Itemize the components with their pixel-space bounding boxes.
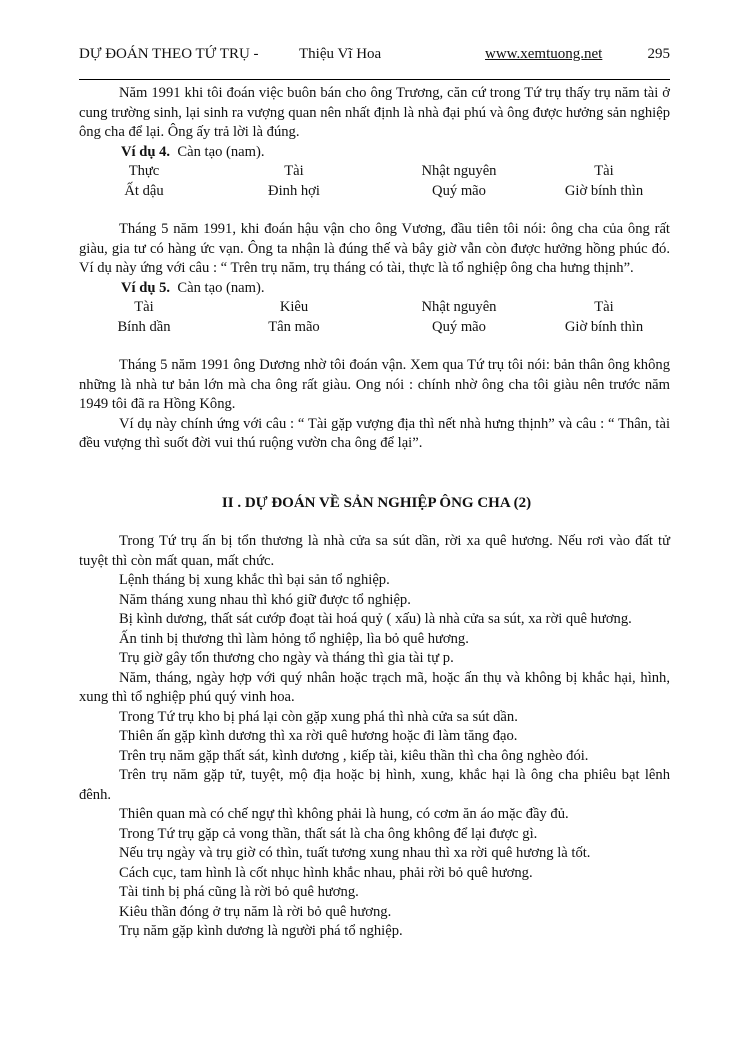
example-5-title [121, 279, 670, 299]
section-paragraph: Trụ năm gặp kình dương là người phá tổ nghiệp. [119, 923, 403, 939]
page-header [79, 44, 670, 68]
example-5-paragraph: Tháng 5 năm 1991 ông Dương nhờ tôi đoán vận. Xem qua Tứ trụ tôi nói: bản thân ông không những là nhà tư bản lớn mà cha ông rất giàu. Ong nói : chính nhờ ông cha tôi giàu nên trước năm 1949 tôi đã ra Hồng Kông. [79, 357, 670, 412]
example-5-cell: Giờ bính thìn [564, 318, 644, 335]
header-title: DỰ ĐOÁN THEO TỨ TRỤ - [79, 46, 259, 62]
section-paragraphs [79, 532, 670, 942]
example-5-label: Ví dụ 5. [121, 279, 171, 296]
page-number: 295 [647, 46, 670, 62]
example-4-label: Ví dụ 4. [121, 143, 171, 160]
section-paragraph: Trên trụ năm gặp thất sát, kình dương , kiếp tài, kiêu thần thì cha ông nghèo đói. [119, 747, 589, 764]
example-4-cell: Quý mão [432, 182, 486, 199]
example-4-cell: Tài [284, 163, 304, 179]
example-4-cell: Thực [128, 163, 160, 179]
example-5-cell: Tân mão [268, 318, 320, 335]
example-4-title [121, 143, 670, 163]
example-5-cell: Tài [134, 299, 154, 315]
example-5-cell: Bính dần [117, 318, 171, 335]
example-5-chart [79, 298, 670, 337]
example-4-cell: Nhật nguyên [421, 163, 497, 179]
section-paragraph: Kiêu thần đóng ở trụ năm là rời bỏ quê hương. [119, 903, 392, 920]
example-4-cell: Đinh hợi [268, 182, 320, 199]
section-paragraph: Thiên ấn gặp kình dương thì xa rời quê hương hoặc đi làm tăng đạo. [119, 728, 518, 744]
example-4-cell: Ất dậu [124, 182, 164, 199]
example-5-cell: Quý mão [432, 318, 486, 335]
intro-paragraph: Năm 1991 khi tôi đoán việc buôn bán cho ông Trương, căn cứ trong Tứ trụ thấy trụ năm tài ở cung trường sinh, lại sinh ra vượng quan nên nhất định là nhà đại phú và ông được hưởng sản nghiệp ông cha để lại. Ông ấy trả lời là đúng. [79, 85, 670, 140]
example-5-cell: Nhật nguyên [421, 299, 497, 315]
section-paragraph: Thiên quan mà có chế ngự thì không phải là hung, có cơm ăn áo mặc đầy đủ. [119, 806, 569, 822]
example-4-text: Càn tạo (nam). [177, 143, 265, 160]
example-4-paragraph: Tháng 5 năm 1991, khi đoán hậu vận cho ông Vương, đầu tiên tôi nói: ông cha của ông rất giàu, gia tư có hàng ức vạn. Ông ta nhận là đúng thế và bây giờ vẫn còn được hưởng hồng phúc đó. Ví dụ này ứng với câu : “ Trên trụ năm, trụ tháng có tài, thực là tổ nghiệp ông cha hưng thịnh”. [79, 221, 670, 276]
example-4-chart [79, 162, 670, 201]
section-paragraph: Bị kình dương, thất sát cướp đoạt tài hoá quỷ ( xấu) là nhà cửa sa sút, xa rời quê hương. [119, 611, 632, 627]
example-5-paragraph: Ví dụ này chính ứng với câu : “ Tài gặp vượng địa thì nết nhà hưng thịnh” và câu : “ Thân, tài đều vượng thì suốt đời vui thú ruộng vườn cha ông để lại”. [79, 415, 670, 451]
section-paragraph: Năm, tháng, ngày hợp với quý nhân hoặc trạch mã, hoặc ấn thụ và không bị khắc hại, hình, xung thì tổ nghiệp phú quý vinh hoa. [79, 669, 670, 705]
page-body [79, 84, 670, 942]
section-paragraph: Năm tháng xung nhau thì khó giữ được tổ nghiệp. [119, 591, 411, 608]
header-url-link[interactable]: www.xemtuong.net [485, 46, 603, 62]
section-paragraph: Tài tinh bị phá cũng là rời bỏ quê hương. [119, 884, 359, 900]
example-4-cell: Giờ bính thìn [564, 182, 644, 199]
section-paragraph: Trong Tứ trụ kho bị phá lại còn gặp xung phá thì nhà cửa sa sút dần. [119, 708, 518, 725]
example-5-text: Càn tạo (nam). [177, 279, 265, 296]
section-heading: II . DỰ ĐOÁN VỀ SẢN NGHIỆP ÔNG CHA (2) [221, 494, 532, 511]
section-paragraph: Ấn tinh bị thương thì làm hỏng tổ nghiệp, lìa bỏ quê hương. [119, 630, 469, 647]
section-paragraph: Cách cục, tam hình là cốt nhục hình khắc nhau, phải rời bỏ quê hương. [119, 864, 533, 881]
header-divider [79, 79, 670, 80]
section-paragraph: Trụ giờ gây tổn thương cho ngày và tháng thì gia tài tự p. [119, 650, 454, 666]
section-paragraph: Lệnh tháng bị xung khắc thì bại sản tổ nghiệp. [119, 572, 390, 588]
section-paragraph: Trên trụ năm gặp tử, tuyệt, mộ địa hoặc bị hình, xung, khắc hại là ông cha phiêu bạt lênh đênh. [79, 767, 670, 803]
example-4-cell: Tài [594, 163, 614, 179]
example-5-cell: Kiêu [279, 299, 309, 315]
header-author: Thiệu Vĩ Hoa [299, 46, 382, 62]
example-5-cell: Tài [594, 299, 614, 315]
section-paragraph: Trong Tứ trụ ấn bị tổn thương là nhà cửa sa sút dần, rời xa quê hương. Nếu rơi vào đất tử tuyệt thì còn mất quan, mất chức. [79, 533, 670, 569]
section-paragraph: Trong Tứ trụ gặp cả vong thần, thất sát là cha ông không để lại được gì. [119, 825, 538, 842]
section-paragraph: Nếu trụ ngày và trụ giờ có thìn, tuất tương xung nhau thì xa rời quê hương là tốt. [119, 845, 591, 861]
